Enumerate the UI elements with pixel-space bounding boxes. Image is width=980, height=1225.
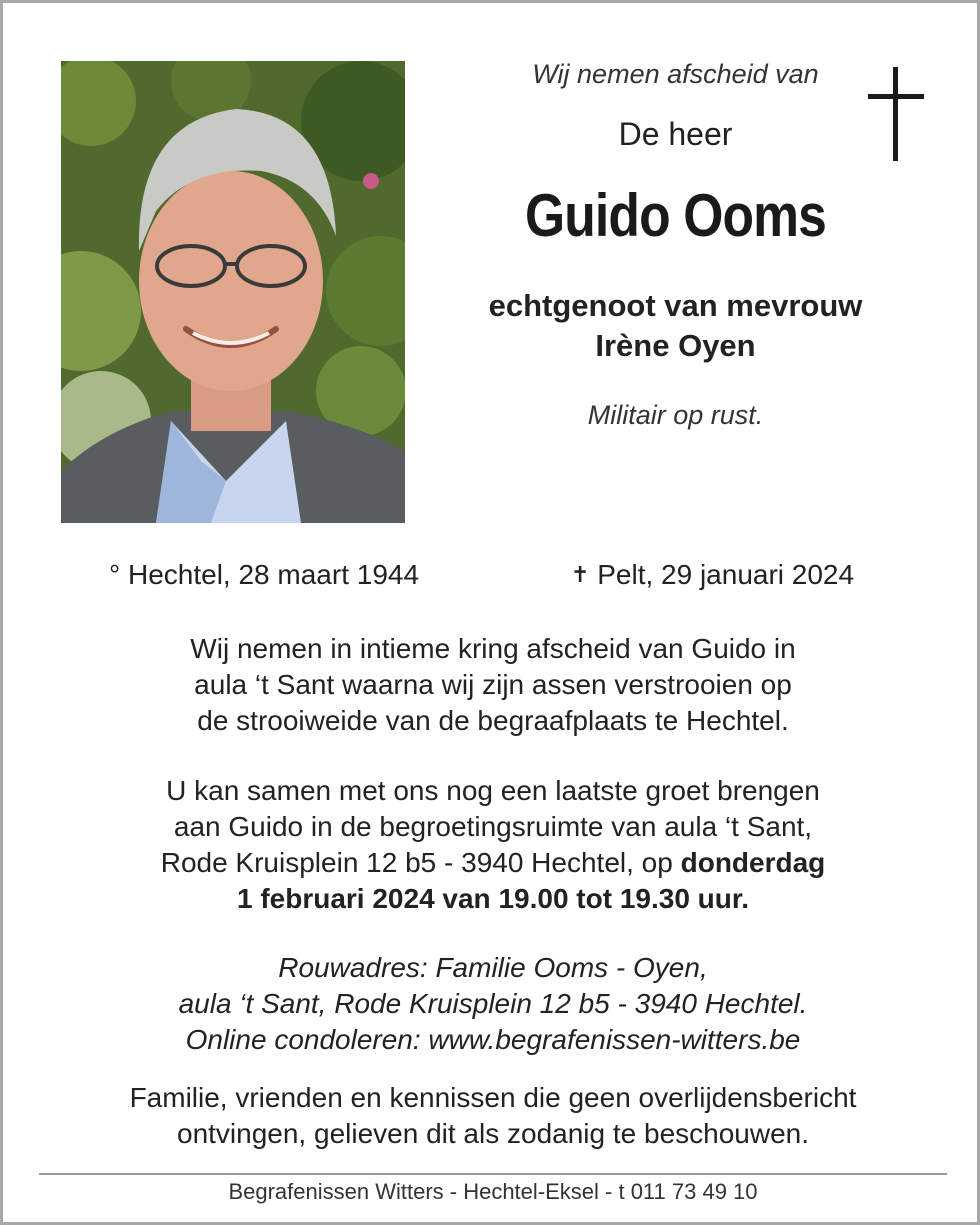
footer-divider: [39, 1173, 947, 1175]
spouse-line-1: echtgenoot van mevrouw: [488, 288, 863, 323]
visit-line: U kan samen met ons nog een laatste groet brengen: [166, 775, 820, 806]
notice-paragraph: [43, 1080, 943, 1152]
spouse-name: Irène Oyen: [595, 328, 756, 363]
visit-line: [43, 845, 943, 881]
occupation: Militair op rust.: [587, 400, 764, 430]
notice-line: ontvingen, gelieven dit als zodanig te beschouwen.: [177, 1118, 809, 1149]
visit-time: 1 februari 2024 van 19.00 tot 19.30 uur.: [236, 883, 750, 914]
funeral-home-footer: Begrafenissen Witters - Hechtel-Eksel - t 011 73 49 10: [228, 1179, 758, 1204]
honorific: De heer: [618, 116, 733, 152]
portrait-illustration: [61, 61, 405, 523]
farewell-line: Wij nemen in intieme kring afscheid van Guido in: [190, 633, 796, 664]
birth-text: Hechtel, 28 maart 1944: [127, 559, 420, 590]
condolence-link[interactable]: Online condoleren: www.begrafenissen-witters.be: [185, 1024, 801, 1055]
visit-address: Rode Kruisplein 12 b5 - 3940 Hechtel, op: [160, 847, 681, 878]
header-block: [443, 53, 908, 431]
notice-line: Familie, vrienden en kennissen die geen overlijdensbericht: [129, 1082, 857, 1113]
visit-paragraph: [43, 773, 943, 917]
address-line: aula ‘t Sant, Rode Kruisplein 12 b5 - 3940 Hechtel.: [178, 988, 808, 1019]
address-line: Rouwadres: Familie Ooms - Oyen,: [278, 952, 708, 983]
deceased-name: Guido Ooms: [525, 182, 826, 249]
visit-line: aan Guido in de begroetingsruimte van aula ‘t Sant,: [173, 811, 813, 842]
farewell-line: aula ‘t Sant waarna wij zijn assen verstrooien op: [194, 669, 792, 700]
portrait-photo: [61, 61, 405, 523]
death-info: [571, 559, 854, 591]
birth-info: [109, 559, 419, 591]
farewell-line: de strooiweide van de begraafplaats te Hechtel.: [197, 705, 789, 736]
birth-symbol: °: [109, 559, 121, 590]
address-paragraph: [43, 950, 943, 1058]
spouse-block: [443, 286, 908, 366]
visit-day: donderdag: [680, 847, 826, 878]
farewell-paragraph: [43, 631, 943, 739]
death-text: Pelt, 29 januari 2024: [597, 559, 855, 590]
intro-text: Wij nemen afscheid van: [532, 59, 819, 89]
dagger-icon: ✝: [571, 562, 590, 587]
